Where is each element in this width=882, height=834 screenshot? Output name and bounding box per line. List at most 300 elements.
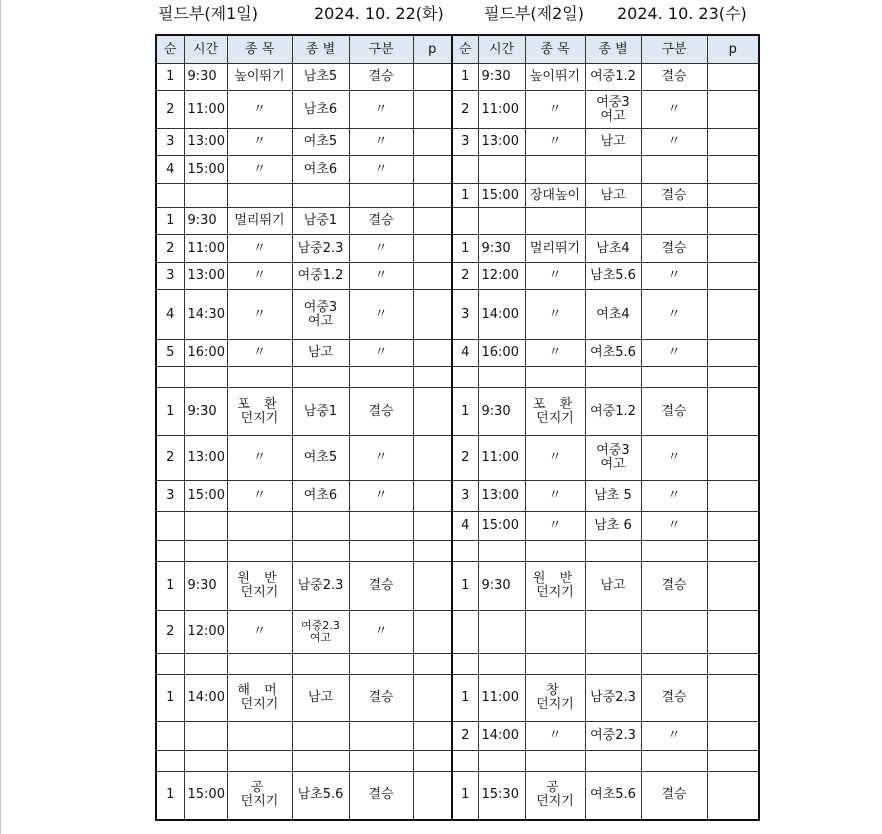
day1-p-cell (413, 481, 452, 512)
day2-event-text: 〃 (548, 345, 562, 360)
day2-division-cell (641, 156, 707, 184)
day1-time-cell: 11:00 (184, 235, 227, 263)
day2-time-cell: 9:30 (478, 235, 525, 263)
col-header: p (707, 35, 759, 64)
day2-p-cell (707, 208, 759, 235)
day2-division-cell (641, 541, 707, 562)
day2-event-text: 〃 (548, 101, 562, 117)
day2-time-cell (478, 156, 525, 184)
day1-event-text: 던지기 (240, 410, 279, 426)
day1-category-text: 여중3 (303, 299, 338, 315)
day1-time-cell: 9:30 (184, 64, 227, 91)
day1-category-text: 남고 (307, 345, 334, 360)
table-row (156, 481, 759, 512)
day1-category-text: 여초6 (303, 161, 338, 177)
day1-event-text: 〃 (252, 306, 266, 322)
day2-division-cell: 결승 (641, 562, 707, 611)
day1-order-cell: 3 (156, 129, 184, 156)
day2-division-cell: 결승 (641, 235, 707, 263)
day2-time-cell (478, 541, 525, 562)
table-row (156, 654, 759, 675)
day2-division-cell: 결승 (641, 388, 707, 436)
day2-order-cell: 3 (452, 290, 478, 340)
header-row (156, 35, 759, 64)
day1-category-cell (292, 290, 349, 340)
day2-time-cell: 11:00 (478, 91, 525, 129)
day1-order-cell (156, 541, 184, 562)
day1-order-cell: 2 (156, 611, 184, 654)
day1-time-cell (184, 367, 227, 388)
day2-event-cell (525, 481, 585, 512)
day2-time-cell: 9:30 (478, 388, 525, 436)
day2-p-cell (707, 235, 759, 263)
day2-event-cell (525, 263, 585, 290)
day2-event-text: 던지기 (536, 794, 574, 810)
day2-order-cell: 3 (452, 129, 478, 156)
day1-order-cell (156, 654, 184, 675)
day1-division-cell (349, 654, 413, 675)
day1-division-cell (349, 722, 413, 751)
day2-event-text: 〃 (548, 488, 562, 503)
day1-category-cell (292, 91, 349, 129)
day2-category-cell (585, 367, 641, 388)
day1-event-text: 〃 (252, 488, 266, 503)
day1-category-cell (292, 562, 349, 611)
day2-category-cell (585, 235, 641, 263)
day1-time-cell (184, 184, 227, 208)
day1-category-text: 여초6 (303, 488, 338, 503)
day2-event-cell (525, 562, 585, 611)
col-header: 구분 (349, 35, 413, 64)
day1-category-text: 남중1 (303, 403, 338, 419)
day2-category-text: 남고 (600, 134, 626, 149)
day1-division-cell: 결승 (349, 388, 413, 436)
day1-event-text: 해 머 (237, 683, 282, 698)
day2-time-cell: 11:00 (478, 675, 525, 722)
day1-order-cell (156, 751, 184, 772)
day2-division-cell (641, 208, 707, 235)
day2-event-cell (525, 512, 585, 541)
day1-event-cell (227, 675, 292, 722)
day2-order-cell: 3 (452, 481, 478, 512)
table-row (156, 751, 759, 772)
day1-division-cell: 결승 (349, 208, 413, 235)
day1-event-cell (227, 722, 292, 751)
day2-category-text: 여중1.2 (590, 69, 636, 84)
day2-category-cell (585, 129, 641, 156)
day1-event-cell (227, 541, 292, 562)
col-header: 순 (156, 35, 184, 64)
day1-category-cell (292, 184, 349, 208)
title-row (0, 2, 882, 28)
day1-division-cell: 〃 (349, 436, 413, 481)
day2-event-cell (525, 129, 585, 156)
day1-time-cell: 13:00 (184, 436, 227, 481)
day2-p-cell (707, 675, 759, 722)
day1-division-cell: 〃 (349, 235, 413, 263)
day2-category-cell (585, 208, 641, 235)
day1-order-cell: 1 (156, 675, 184, 722)
day2-p-cell (707, 184, 759, 208)
day1-division-cell: 결승 (349, 64, 413, 91)
day1-event-text: 포 환 (237, 396, 282, 412)
day2-category-text: 남고 (600, 187, 626, 203)
col-header: 시간 (478, 35, 525, 64)
day2-order-cell: 1 (452, 388, 478, 436)
day1-order-cell: 2 (156, 91, 184, 129)
day2-order-cell (452, 611, 478, 654)
day1-time-cell: 13:00 (184, 263, 227, 290)
day2-category-text: 남초 6 (594, 518, 632, 533)
day1-p-cell (413, 290, 452, 340)
day2-category-text: 남초5.6 (590, 268, 636, 283)
day2-order-cell: 4 (452, 340, 478, 367)
day1-time-cell: 12:00 (184, 611, 227, 654)
day2-time-cell: 12:00 (478, 263, 525, 290)
day1-event-text: 〃 (252, 240, 266, 256)
day2-p-cell (707, 722, 759, 751)
day2-order-cell (452, 208, 478, 235)
day2-time-cell: 15:00 (478, 184, 525, 208)
day2-category-text: 여초5.6 (590, 345, 636, 360)
day1-division-cell: 〃 (349, 340, 413, 367)
day1-category-cell (292, 129, 349, 156)
day1-order-cell: 1 (156, 64, 184, 91)
day1-p-cell (413, 436, 452, 481)
day2-p-cell (707, 64, 759, 91)
day1-category-cell (292, 751, 349, 772)
day2-order-cell (452, 156, 478, 184)
day2-category-cell (585, 654, 641, 675)
day1-category-cell (292, 436, 349, 481)
day1-p-cell (413, 263, 452, 290)
day1-category-cell (292, 388, 349, 436)
day2-time-cell: 9:30 (478, 64, 525, 91)
day2-p-cell (707, 611, 759, 654)
day2-division-cell (641, 367, 707, 388)
day1-division-cell: 〃 (349, 91, 413, 129)
day2-event-text: 높이뛰기 (529, 69, 581, 84)
day2-division-cell: 〃 (641, 481, 707, 512)
day1-time-cell: 14:30 (184, 290, 227, 340)
day1-division-cell: 결승 (349, 675, 413, 722)
day1-event-text: 〃 (252, 624, 266, 639)
day2-time-cell: 15:00 (478, 512, 525, 541)
day1-event-cell (227, 208, 292, 235)
table-row (156, 184, 759, 208)
day1-category-text: 여초5 (303, 134, 338, 149)
table-row (156, 208, 759, 235)
day2-time-cell: 13:00 (478, 481, 525, 512)
day2-p-cell (707, 541, 759, 562)
day2-category-cell (585, 611, 641, 654)
day2-event-cell (525, 436, 585, 481)
day1-p-cell (413, 184, 452, 208)
day2-event-text: 던지기 (536, 585, 574, 600)
day1-event-text: 높이뛰기 (234, 69, 285, 84)
day1-event-text: 공 (250, 780, 269, 796)
day2-time-cell: 11:00 (478, 436, 525, 481)
day1-p-cell (413, 156, 452, 184)
day2-event-cell (525, 235, 585, 263)
table-row (156, 388, 759, 436)
day1-time-cell: 9:30 (184, 388, 227, 436)
day1-category-text: 여고 (307, 313, 334, 329)
day1-division-cell: 〃 (349, 263, 413, 290)
table-row (156, 512, 759, 541)
day1-time-cell (184, 722, 227, 751)
day2-p-cell (707, 562, 759, 611)
day2-event-cell (525, 184, 585, 208)
day1-category-text: 남초5 (303, 69, 338, 84)
day2-p-cell (707, 340, 759, 367)
day1-event-cell (227, 512, 292, 541)
day2-category-text: 여중2.3 (590, 728, 636, 743)
day2-category-text: 여중1.2 (590, 403, 636, 419)
day1-event-cell (227, 751, 292, 772)
day1-time-cell: 13:00 (184, 129, 227, 156)
day2-event-text: 〃 (548, 134, 562, 149)
day2-order-cell: 1 (452, 64, 478, 91)
day2-division-cell (641, 751, 707, 772)
day1-event-cell (227, 654, 292, 675)
day2-category-cell (585, 562, 641, 611)
day2-order-cell: 1 (452, 675, 478, 722)
day1-p-cell (413, 751, 452, 772)
day2-category-cell (585, 290, 641, 340)
day2-event-text: 원 반 (532, 571, 578, 586)
day1-p-cell (413, 208, 452, 235)
day1-p-cell (413, 772, 452, 820)
day1-event-cell (227, 367, 292, 388)
day2-event-text: 〃 (548, 518, 562, 533)
day2-event-text: 던지기 (536, 410, 574, 426)
day1-category-text: 여고 (309, 631, 332, 644)
day2-event-cell (525, 367, 585, 388)
day1-time-cell (184, 512, 227, 541)
day2-event-cell (525, 156, 585, 184)
day2-event-text: 공 (546, 780, 564, 796)
day1-event-cell (227, 91, 292, 129)
day2-label: 필드부(제2일) (484, 4, 584, 23)
day1-p-cell (413, 722, 452, 751)
day1-p-cell (413, 512, 452, 541)
day2-time-cell (478, 367, 525, 388)
day2-division-cell: 〃 (641, 263, 707, 290)
day2-event-cell (525, 91, 585, 129)
day2-date: 2024. 10. 23(수) (617, 4, 747, 23)
day1-order-cell (156, 367, 184, 388)
day1-time-cell: 9:30 (184, 208, 227, 235)
day1-category-text: 여중2.3 (301, 619, 340, 632)
day1-event-text: 〃 (252, 268, 266, 283)
day1-event-text: 〃 (252, 161, 266, 177)
day2-order-cell: 1 (452, 184, 478, 208)
day2-p-cell (707, 91, 759, 129)
day2-event-cell (525, 388, 585, 436)
day2-event-cell (525, 611, 585, 654)
day2-category-text: 남중2.3 (590, 690, 636, 705)
day2-category-text: 남초 5 (594, 488, 632, 503)
day2-p-cell (707, 654, 759, 675)
day2-category-text: 여초4 (596, 306, 630, 322)
day1-event-text: 던지기 (240, 697, 279, 712)
day2-event-cell (525, 675, 585, 722)
day1-order-cell (156, 722, 184, 751)
col-header: 종 목 (227, 35, 292, 64)
day2-category-text: 여고 (600, 108, 626, 124)
day1-p-cell (413, 541, 452, 562)
day1-event-cell (227, 156, 292, 184)
day2-category-text: 여중3 (596, 443, 630, 458)
day1-category-cell (292, 367, 349, 388)
day1-event-cell (227, 772, 292, 820)
day2-p-cell (707, 263, 759, 290)
day2-event-text: 창 (546, 683, 564, 698)
day2-category-text: 여초5.6 (590, 787, 636, 803)
day2-event-cell (525, 654, 585, 675)
day1-category-text: 남중2.3 (297, 240, 344, 256)
day2-event-text: 포 환 (532, 396, 578, 412)
day2-division-cell: 〃 (641, 340, 707, 367)
day2-p-cell (707, 772, 759, 820)
day2-time-cell: 14:00 (478, 722, 525, 751)
day1-category-cell (292, 512, 349, 541)
day2-event-cell (525, 722, 585, 751)
day1-event-text: 〃 (252, 450, 266, 465)
day2-division-cell: 결승 (641, 64, 707, 91)
col-header: p (413, 35, 452, 64)
day1-time-cell: 9:30 (184, 562, 227, 611)
day2-order-cell (452, 751, 478, 772)
day2-category-text: 여중3 (596, 94, 630, 110)
day2-event-text: 장대높이 (529, 187, 581, 203)
table-row (156, 290, 759, 340)
day2-p-cell (707, 290, 759, 340)
day2-p-cell (707, 156, 759, 184)
day1-event-cell (227, 481, 292, 512)
day1-p-cell (413, 562, 452, 611)
day2-division-cell: 〃 (641, 512, 707, 541)
day2-category-text: 여고 (600, 457, 626, 472)
day2-order-cell: 2 (452, 263, 478, 290)
day1-category-cell (292, 654, 349, 675)
day2-division-cell: 〃 (641, 290, 707, 340)
day1-order-cell: 5 (156, 340, 184, 367)
day1-category-cell (292, 772, 349, 820)
day1-event-cell (227, 388, 292, 436)
col-header: 종 별 (292, 35, 349, 64)
schedule-table (155, 34, 760, 821)
day1-division-cell: 결승 (349, 562, 413, 611)
day2-division-cell: 〃 (641, 436, 707, 481)
day2-event-cell (525, 772, 585, 820)
day1-category-cell (292, 611, 349, 654)
col-header: 종 목 (525, 35, 585, 64)
day1-category-cell (292, 340, 349, 367)
day2-event-cell (525, 290, 585, 340)
day1-event-text: 〃 (252, 101, 266, 117)
day2-division-cell (641, 611, 707, 654)
day2-category-cell (585, 436, 641, 481)
col-header: 순 (452, 35, 478, 64)
table-row (156, 340, 759, 367)
day1-time-cell: 16:00 (184, 340, 227, 367)
day1-order-cell (156, 184, 184, 208)
day1-category-text: 남중2.3 (297, 578, 344, 593)
day1-time-cell: 15:00 (184, 481, 227, 512)
table-row (156, 436, 759, 481)
day1-division-cell: 〃 (349, 611, 413, 654)
day1-time-cell (184, 541, 227, 562)
day1-event-text: 원 반 (237, 571, 282, 586)
day1-event-text: 〃 (252, 345, 266, 360)
day2-division-cell: 〃 (641, 129, 707, 156)
day2-p-cell (707, 436, 759, 481)
day2-order-cell: 2 (452, 436, 478, 481)
day2-division-cell: 〃 (641, 722, 707, 751)
day2-category-cell (585, 772, 641, 820)
day2-time-cell: 15:30 (478, 772, 525, 820)
day1-division-cell: 〃 (349, 481, 413, 512)
table-row (156, 611, 759, 654)
day2-category-cell (585, 675, 641, 722)
day2-event-text: 〃 (548, 450, 562, 465)
day1-category-cell (292, 481, 349, 512)
day1-category-cell (292, 208, 349, 235)
day1-division-cell: 〃 (349, 129, 413, 156)
day2-time-cell: 13:00 (478, 129, 525, 156)
day2-order-cell (452, 654, 478, 675)
day1-event-cell (227, 64, 292, 91)
day2-category-cell (585, 388, 641, 436)
day1-order-cell: 1 (156, 772, 184, 820)
day1-category-text: 남중1 (303, 213, 338, 228)
day1-category-text: 여초5 (303, 450, 338, 465)
day2-category-cell (585, 91, 641, 129)
day2-category-cell (585, 512, 641, 541)
table-row (156, 64, 759, 91)
day1-category-cell (292, 64, 349, 91)
table-row (156, 541, 759, 562)
day1-event-cell (227, 184, 292, 208)
day1-time-cell (184, 654, 227, 675)
day1-category-text: 남초5.6 (297, 787, 344, 803)
table-row (156, 675, 759, 722)
day2-order-cell: 2 (452, 91, 478, 129)
day2-category-cell (585, 481, 641, 512)
day1-label: 필드부(제1일) (158, 4, 258, 23)
day1-category-cell (292, 235, 349, 263)
day2-division-cell: 〃 (641, 91, 707, 129)
day1-event-text: 멀리뛰기 (234, 213, 285, 228)
table-row (156, 91, 759, 129)
day1-time-cell: 15:00 (184, 772, 227, 820)
day2-category-cell (585, 541, 641, 562)
day1-event-cell (227, 263, 292, 290)
day1-division-cell (349, 184, 413, 208)
day2-time-cell (478, 611, 525, 654)
day1-division-cell (349, 512, 413, 541)
day1-p-cell (413, 611, 452, 654)
day1-event-cell (227, 129, 292, 156)
day2-event-text: 멀리뛰기 (529, 240, 581, 256)
day1-date: 2024. 10. 22(화) (314, 4, 444, 23)
day1-event-cell (227, 290, 292, 340)
day2-category-text: 남고 (600, 578, 626, 593)
day2-p-cell (707, 751, 759, 772)
day1-division-cell (349, 751, 413, 772)
